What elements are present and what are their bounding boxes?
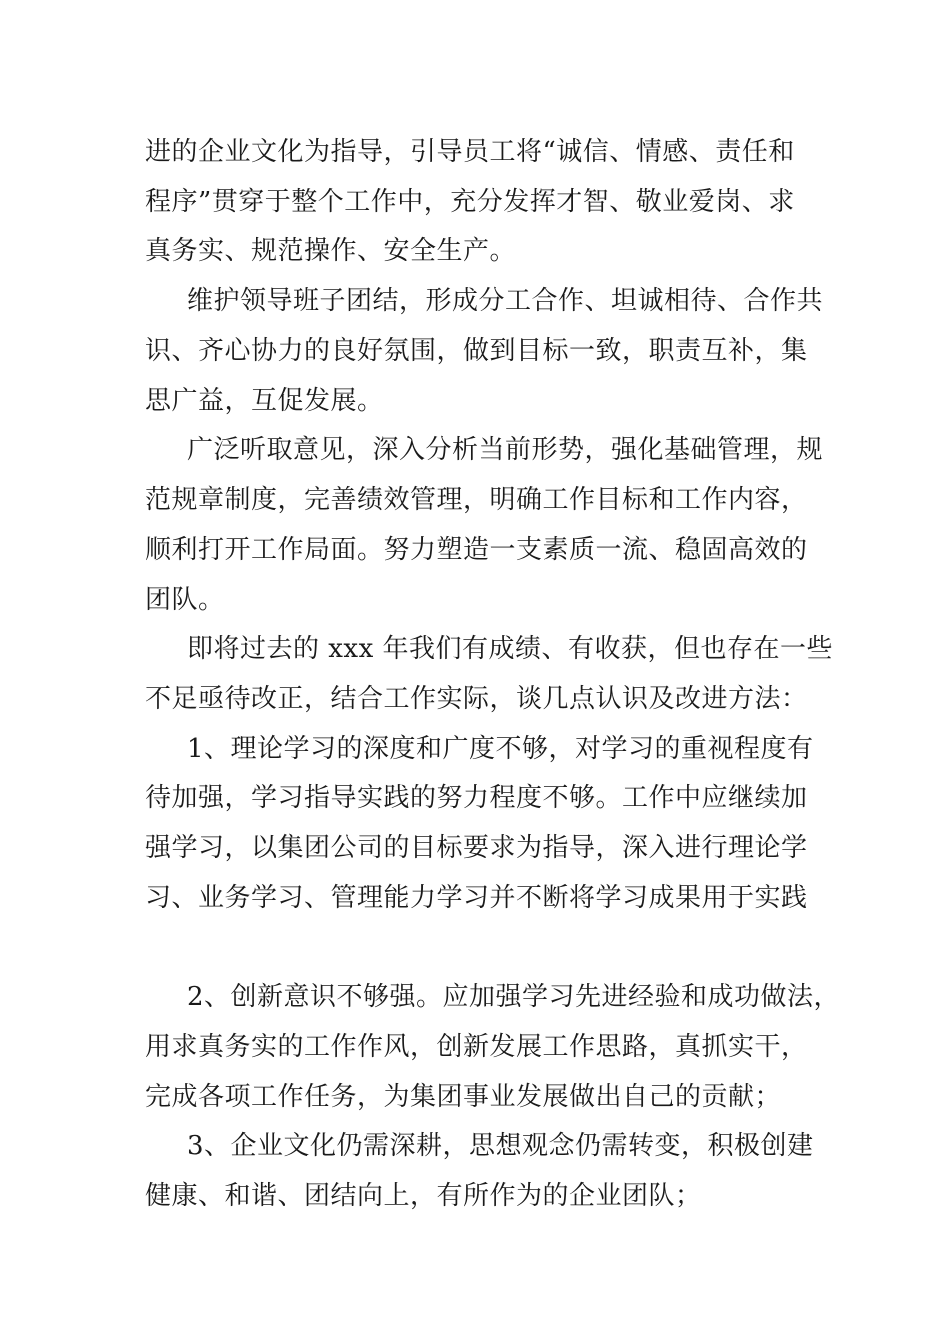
text-line: 强学习，以集团公司的目标要求为指导，深入进行理论学 — [145, 833, 808, 863]
text-line: 真务实、规范操作、安全生产。 — [145, 236, 517, 266]
text-line: 2、创新意识不够强。应加强学习先进经验和成功做法， — [187, 982, 841, 1012]
text-line: 不足亟待改正，结合工作实际，谈几点认识及改进方法： — [145, 684, 808, 714]
text-line: 顺利打开工作局面。努力塑造一支素质一流、稳固高效的 — [145, 535, 808, 565]
text-line: 进的企业文化为指导，引导员工将“诚信、情感、责任和 — [145, 137, 795, 167]
text-line: 完成各项工作任务，为集团事业发展做出自己的贡献； — [145, 1082, 782, 1112]
text-line: 范规章制度，完善绩效管理，明确工作目标和工作内容， — [145, 485, 808, 515]
text-line: 广泛听取意见，深入分析当前形势，强化基础管理，规 — [187, 435, 824, 465]
text-line: 习、业务学习、管理能力学习并不断将学习成果用于实践 — [145, 883, 808, 913]
text-line: 1、理论学习的深度和广度不够，对学习的重视程度有 — [187, 734, 814, 764]
text-line: 健康、和谐、团结向上，有所作为的企业团队； — [145, 1181, 702, 1211]
text-line: 用求真务实的工作作风，创新发展工作思路，真抓实干， — [145, 1032, 808, 1062]
text-line: 识、齐心协力的良好氛围，做到目标一致，职责互补，集 — [145, 336, 808, 366]
text-line: 待加强，学习指导实践的努力程度不够。工作中应继续加 — [145, 783, 808, 813]
text-line: 思广益，互促发展。 — [145, 386, 384, 416]
text-line: 团队。 — [145, 585, 225, 615]
text-line: 3、企业文化仍需深耕，思想观念仍需转变，积极创建 — [187, 1131, 814, 1161]
text-line: 维护领导班子团结，形成分工合作、坦诚相待、合作共 — [187, 286, 824, 316]
text-line: 程序”贯穿于整个工作中，充分发挥才智、敬业爱岗、求 — [145, 187, 795, 217]
text-line: 即将过去的 xxx 年我们有成绩、有收获，但也存在一些 — [187, 634, 834, 664]
